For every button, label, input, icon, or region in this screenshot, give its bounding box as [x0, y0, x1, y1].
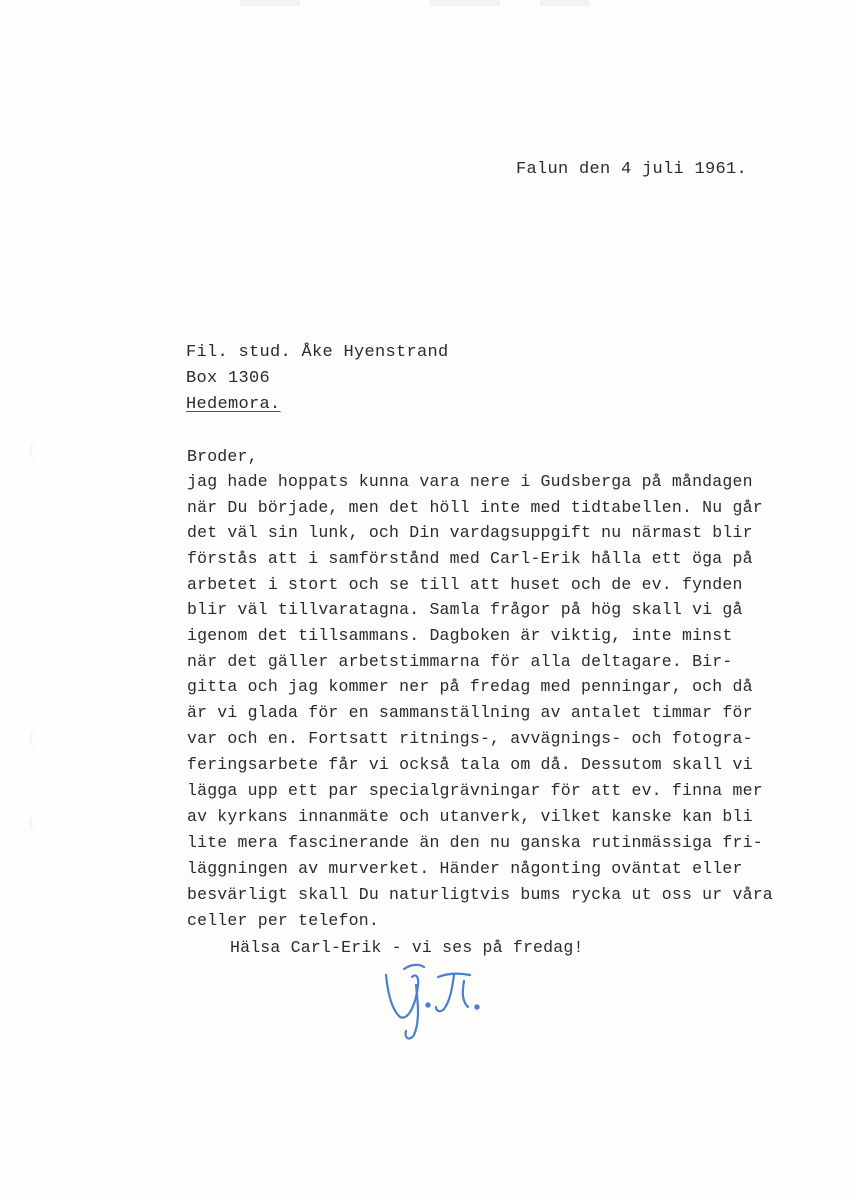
- body-line: av kyrkans innanmäte och utanverk, vilket kanske kan bli: [187, 807, 753, 826]
- body-line: gitta och jag kommer ner på fredag med penningar, och då: [187, 677, 753, 696]
- body-line: igenom det tillsammans. Dagboken är viktig, inte minst: [187, 626, 733, 645]
- body-line: läggningen av murverket. Händer någonting oväntat eller: [187, 859, 743, 878]
- binder-hole: [30, 812, 47, 834]
- body-line: det väl sin lunk, och Din vardagsuppgift nu närmast blir: [187, 523, 753, 542]
- body-line: celler per telefon.: [187, 911, 379, 930]
- date-line: Falun den 4 juli 1961.: [516, 160, 748, 179]
- binder-hole: [30, 440, 47, 462]
- body-line: är vi glada för en sammanställning av antalet timmar för: [187, 703, 753, 722]
- body-line: feringsarbete får vi också tala om då. Dessutom skall vi: [187, 755, 753, 774]
- body-line: blir väl tillvaratagna. Samla frågor på hög skall vi gå: [187, 600, 743, 619]
- body-line: lägga upp ett par specialgrävningar för att ev. finna mer: [187, 781, 763, 800]
- address-line-3: Hedemora.: [186, 395, 281, 414]
- body-line: när det gäller arbetstimmarna för alla deltagare. Bir-: [187, 652, 733, 671]
- paper-mark: [240, 0, 300, 6]
- body-line: var och en. Fortsatt ritnings-, avvägnings- och fotogra-: [187, 729, 753, 748]
- body-line: jag hade hoppats kunna vara nere i Gudsberga på måndagen: [187, 472, 753, 491]
- paper-mark: [430, 0, 500, 6]
- address-line-1: Fil. stud. Åke Hyenstrand: [186, 343, 449, 362]
- paper-mark: [540, 0, 590, 6]
- salutation: Broder,: [187, 447, 258, 466]
- address-line-2: Box 1306: [186, 369, 271, 388]
- body-line: lite mera fascinerande än den nu ganska rutinmässiga fri-: [187, 833, 763, 852]
- body-line: besvärligt skall Du naturligtvis bums rycka ut oss ur våra: [187, 885, 773, 904]
- closing-line: Hälsa Carl-Erik - vi ses på fredag!: [230, 938, 584, 957]
- body-line: förstås att i samförstånd med Carl-Erik hålla ett öga på: [187, 549, 753, 568]
- body-line: arbetet i stort och se till att huset och de ev. fynden: [187, 575, 743, 594]
- binder-hole: [30, 728, 47, 750]
- handwritten-signature: [378, 955, 488, 1045]
- body-line: när Du började, men det höll inte med tidtabellen. Nu går: [187, 498, 763, 517]
